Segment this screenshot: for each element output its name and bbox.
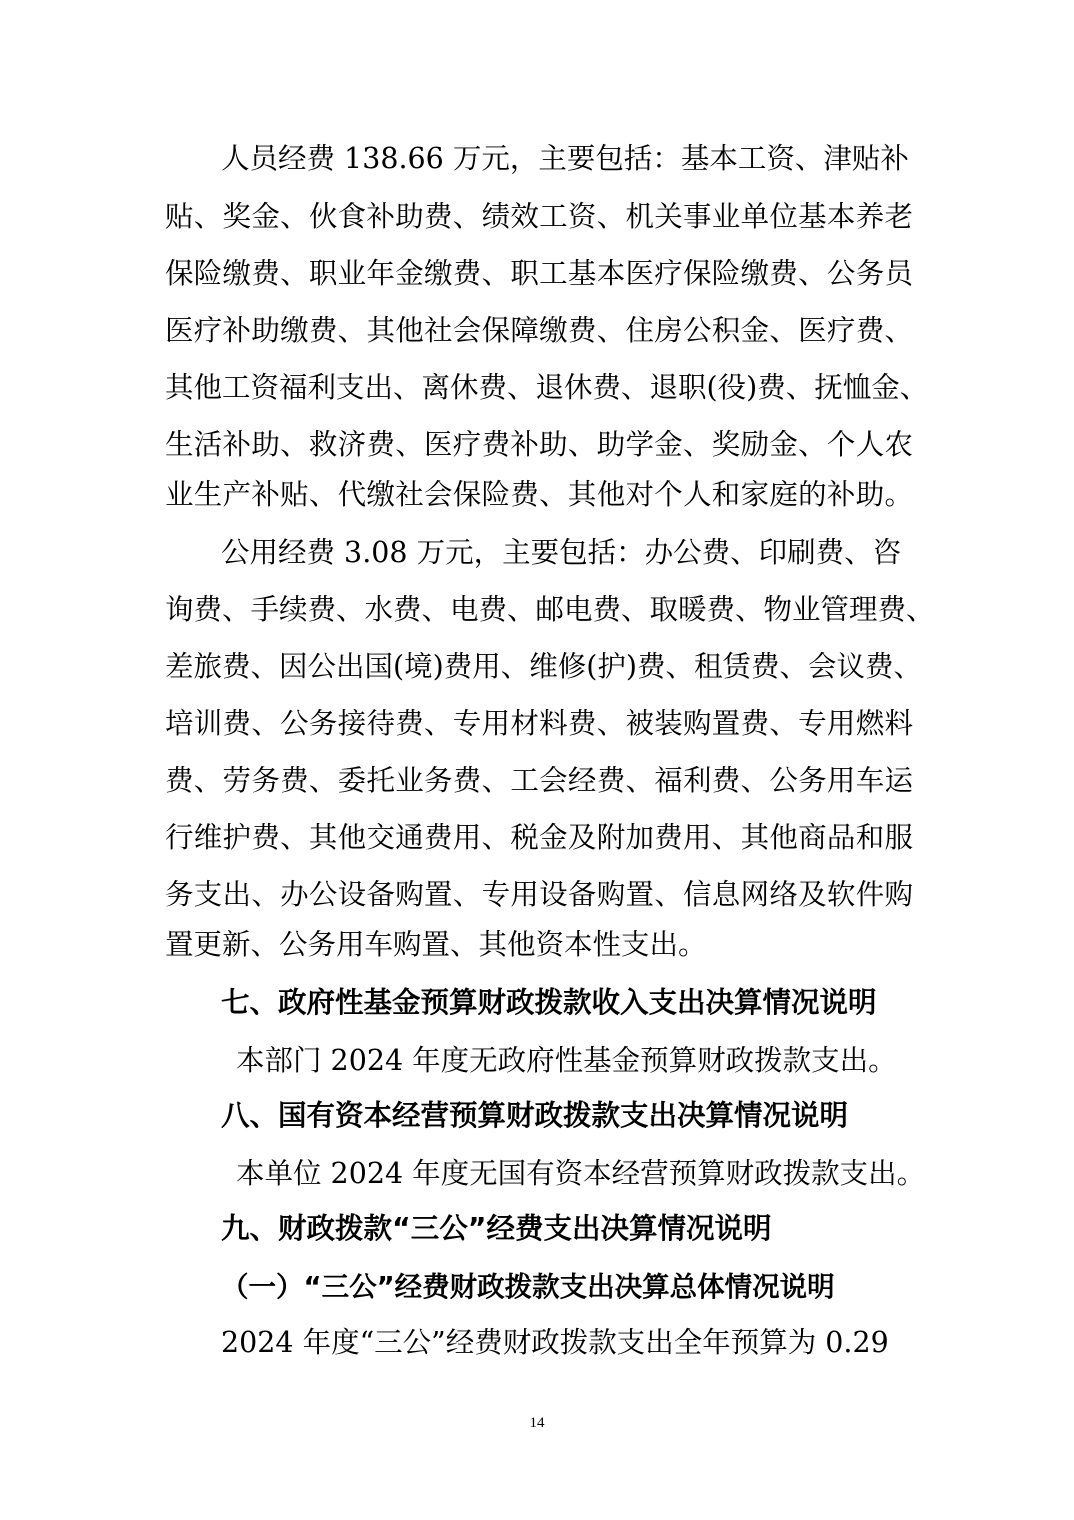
section-9-heading: 九、财政拨款“三公”经费支出决算情况说明 [221,1212,772,1245]
section-7-body: 本部门 2024 年度无政府性基金预算财政拨款支出。 [236,1044,897,1077]
public-paragraph-line: 行维护费、其他交通费用、税金及附加费用、其他商品和服 [165,821,913,854]
section-9-body: 2024 年度“三公”经费财政拨款支出全年预算为 0.29 [221,1326,889,1359]
section-7-heading: 七、政府性基金预算财政拨款收入支出决算情况说明 [221,986,877,1019]
public-paragraph-line: 置更新、公务用车购置、其他资本性支出。 [165,928,707,961]
public-paragraph-line: 培训费、公务接待费、专用材料费、被装购置费、专用燃料 [165,707,913,740]
section-9-subheading: （一）“三公”经费财政拨款支出决算总体情况说明 [221,1271,835,1303]
personnel-paragraph-line: 业生产补贴、代缴社会保险费、其他对个人和家庭的补助。 [165,478,913,511]
section-8-body: 本单位 2024 年度无国有资本经营预算财政拨款支出。 [236,1157,926,1190]
public-paragraph-line: 务支出、办公设备购置、专用设备购置、信息网络及软件购 [165,878,913,911]
public-paragraph-line: 询费、手续费、水费、电费、邮电费、取暖费、物业管理费、 [165,593,935,626]
personnel-paragraph-line: 人员经费 138.66 万元，主要包括：基本工资、津贴补 [221,142,909,175]
personnel-paragraph-line: 医疗补助缴费、其他社会保障缴费、住房公积金、医疗费、 [165,314,913,347]
section-8-heading: 八、国有资本经营预算财政拨款支出决算情况说明 [221,1099,849,1132]
personnel-paragraph-line: 保险缴费、职业年金缴费、职工基本医疗保险缴费、公务员 [165,257,913,290]
page-number: 14 [529,1415,545,1431]
public-paragraph-line: 费、劳务费、委托业务费、工会经费、福利费、公务用车运 [165,764,913,797]
personnel-paragraph-line: 生活补助、救济费、医疗费补助、助学金、奖励金、个人农 [165,428,913,461]
personnel-paragraph-line: 贴、奖金、伙食补助费、绩效工资、机关事业单位基本养老 [165,200,913,233]
public-paragraph-line: 公用经费 3.08 万元，主要包括：办公费、印刷费、咨 [221,536,902,569]
public-paragraph-line: 差旅费、因公出国(境)费用、维修(护)费、租赁费、会议费、 [165,650,922,683]
personnel-paragraph-line: 其他工资福利支出、离休费、退休费、退职(役)费、抚恤金、 [165,371,929,404]
